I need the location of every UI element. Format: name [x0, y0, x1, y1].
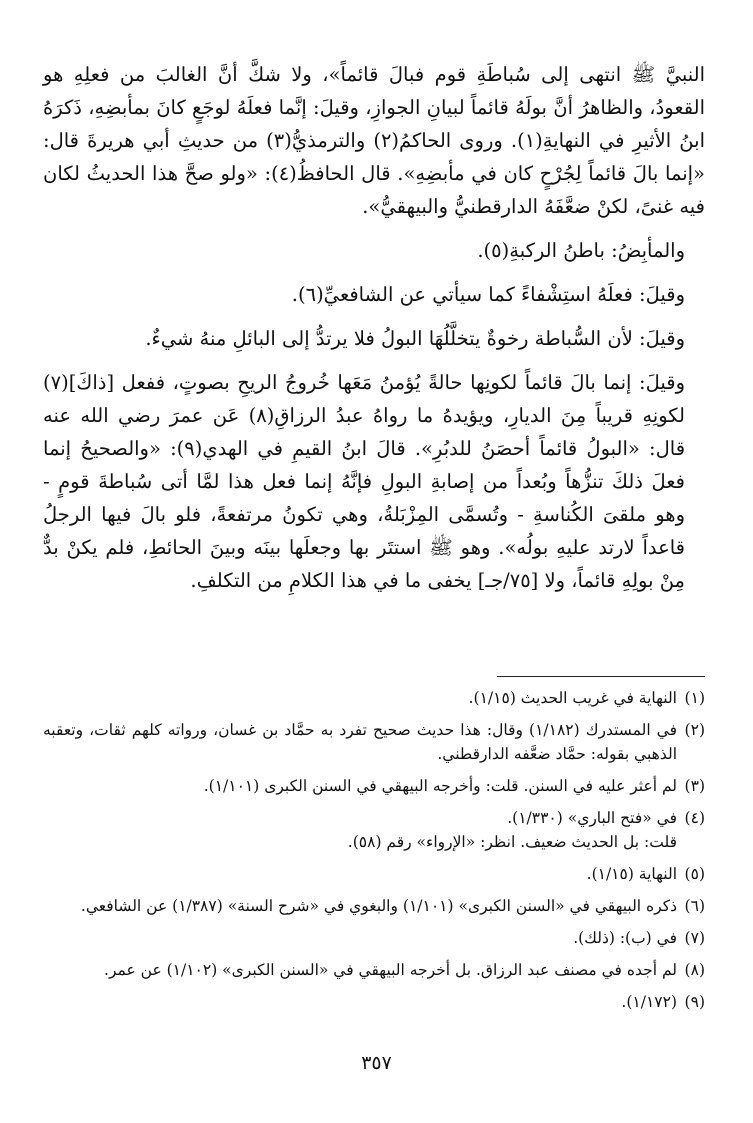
footnote	[43, 926, 705, 950]
page-number: ٣٥٧	[361, 1052, 392, 1074]
footnote-text	[43, 718, 677, 766]
footnote-line: في المستدرك (١/١٨٢) وقال: هذا حديث صحيح تفرد به حمَّاد بن غسان، ورواته كلهم ثقات، وتعقبه الذهبي بقوله: حمَّاد ضعَّفه الدارقطني.	[43, 721, 678, 763]
footnote	[43, 806, 705, 854]
body-paragraph: وقيلَ: لأن السُّباطة رخوةٌ يتخلَّلُهَا البولُ فلا يرتدُّ إلى البائلِ منهُ شيءٌ.	[145, 327, 685, 350]
footnote	[43, 774, 705, 798]
footnote-number: (٨)	[684, 961, 705, 979]
body-paragraph: وقيلَ: فعلَهُ استِشْفاءً كما سيأتي عن الشافعيِّ(٦).	[291, 283, 685, 306]
body-paragraph: والمأبِضُ: باطنُ الركبةِ(٥).	[477, 239, 685, 262]
footnotes	[43, 686, 705, 1022]
body-paragraph: النبيَّ ﷺ انتهى إلى سُباطَةِ قوم فبالَ قائماً»، ولا شكَّ أنَّ الغالبَ من فعلِهِ هو القعودُ، والظاهرُ أنَّ بولَهُ قائماً لبيانِ الجوازِ، وقيلَ: إنَّما فعلَهُ لوجَعٍ كانَ بمأبضِهِ، ذَكرَهُ ابنُ الأثيرِ في النهايةِ(١). وروى الحاكمُ(٢) والترمذيُّ(٣) من حديثِ أبي هريرةَ قال: «إنما بالَ قائماً لِجُرْحٍ كان في مأبضِهِ». قال الحافظُ(٤): «ولو صحَّ هذا الحديثُ لكان فيه غنىً، لكنْ ضعَّفَهُ الدارقطنيُّ والبيهقيُّ».	[43, 63, 705, 218]
footnote-text	[43, 862, 677, 886]
footnote-number: (٧)	[684, 929, 705, 947]
footnote-text	[43, 894, 677, 918]
footnote-number: (٩)	[684, 993, 705, 1011]
footnote-separator	[497, 676, 705, 677]
footnote-line: (١/١٧٢).	[621, 993, 677, 1011]
footnote	[43, 686, 705, 710]
footnote	[43, 958, 705, 982]
footnote-line: النهاية في غريب الحديث (١/١٥).	[468, 689, 677, 707]
footnote	[43, 862, 705, 886]
footnote-number: (١)	[684, 689, 705, 707]
footnote-line: لم أجده في مصنف عبد الرزاق. بل أخرجه البيهقي في «السنن الكبرى» (١/١٠٢) عن عمر.	[104, 961, 677, 979]
footnote-text	[43, 990, 677, 1014]
footnote-line: في (ب): (ذلك).	[573, 929, 677, 947]
footnote	[43, 894, 705, 918]
footnote-number: (٦)	[684, 897, 705, 915]
footnote-line: ذكره البيهقي في «السنن الكبرى» (١/١٠١) والبغوي في «شرح السنة» (١/٣٨٧) عن الشافعي.	[80, 897, 677, 915]
body-paragraph: وقيلَ: إنما بالَ قائماً لكونِها حالةً يُؤمنُ مَعَها خُروجُ الريحِ بصوتٍ، ففعل [ذاكَ](٧) لكونِهِ قريباً مِنَ الديارِ، ويؤيدهُ ما رواهُ عبدُ الرزاقِ(٨) عَن عمرَ رضي الله عنه قال: «البولُ قائماً أحصَنُ للدبُرِ». قالَ ابنُ القيمِ في الهدي(٩): «والصحيحُ إنما فعلَ ذلكَ تنزُّهاً وبُعداً من إصابةِ البولِ فإنَّهُ إنما فعل هذا لمَّا أتى سُباطةَ قومٍ - وهو ملقىَ الكُناسةِ - وتُسمَّى المِزْبَلةُ، وهي تكونُ مرتفعةً، فلو بالَ فيها الرجلُ قاعداً لارتد عليهِ بولُه». وهو ﷺ استتَر بها وجعلَها بينَه وبينَ الحائطِ، فلم يكنْ بدٌّ مِنْ بولِهِ قائماً، ولا [٧٥/جـ] يخفى ما في هذا الكلامِ من التكلفِ.	[43, 371, 686, 592]
footnote-line: في «فتح الباري» (١/٣٣٠).	[507, 809, 677, 827]
main-text	[43, 58, 705, 608]
footnote-text	[43, 774, 677, 798]
footnote-text	[43, 806, 677, 854]
footnote	[43, 718, 705, 766]
footnote-number: (٢)	[684, 721, 705, 739]
footnote-number: (٤)	[684, 809, 705, 827]
footnote-line: النهاية (١/١٥).	[586, 865, 677, 883]
footnote-line: لم أعثر عليه في السنن. قلت: وأخرجه البيهقي في السنن الكبرى (١/١٠١).	[203, 777, 677, 795]
footnote	[43, 990, 705, 1014]
footnote-line: قلت: بل الحديث ضعيف. انظر: «الإرواء» رقم (٥٨).	[347, 833, 677, 851]
footnote-number: (٥)	[684, 865, 705, 883]
footnote-text	[43, 926, 677, 950]
footnote-text	[43, 958, 677, 982]
footnote-number: (٣)	[684, 777, 705, 795]
footnote-text	[43, 686, 677, 710]
